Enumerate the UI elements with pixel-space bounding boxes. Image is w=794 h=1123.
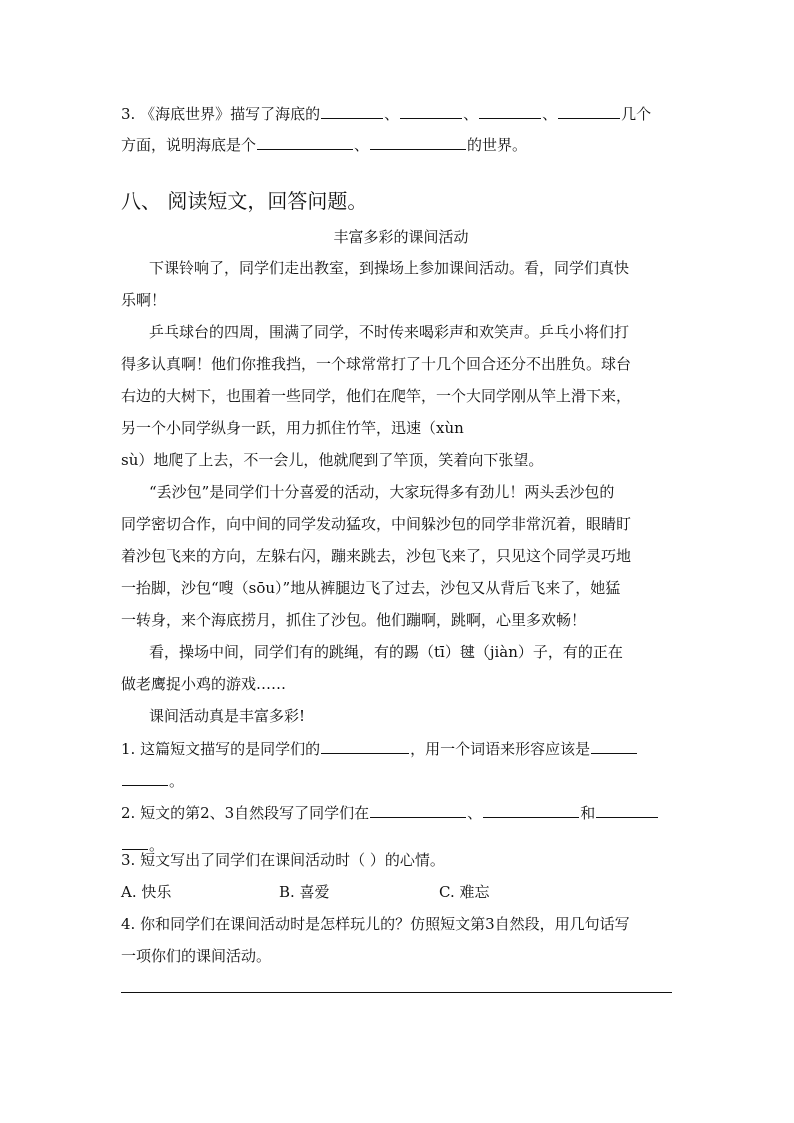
para3-line: 一转身，来个海底捞月，抓住了沙包。他们蹦啊，跳啊，心里多欢畅！ [121, 611, 587, 629]
question-2: 2. 短文的第2、3自然段写了同学们在 、 和 [121, 802, 681, 823]
question-3: 3. 短文写出了同学们在课间活动时（ ）的心情。 [121, 851, 445, 869]
para5-line: 课间活动真是丰富多彩! [149, 707, 306, 725]
answer-blank[interactable] [321, 738, 409, 754]
para1-line: 下课铃响了，同学们走出教室，到操场上参加课间活动。看，同学们真快 [149, 259, 630, 277]
answer-blank[interactable] [257, 134, 353, 150]
para3-line: 着沙包飞来的方向，左躲右闪，蹦来跳去，沙包飞来了，只见这个同学灵巧地 [121, 547, 632, 565]
answer-blank[interactable] [483, 802, 579, 818]
question-4-cont: 一项你们的课间活动。 [121, 947, 272, 965]
answer-blank[interactable] [558, 103, 620, 119]
answer-blank[interactable] [122, 834, 148, 850]
option-b[interactable]: B. 喜爱 [279, 883, 330, 901]
question-1: 1. 这篇短文描写的是同学们的 ，用一个词语来形容应该是 [121, 738, 681, 759]
answer-blank[interactable] [400, 103, 462, 119]
para2-line: sù）地爬了上去，不一会儿，他就爬到了竿顶，笑着向下张望。 [121, 451, 544, 469]
answer-blank[interactable] [122, 770, 168, 786]
answer-blank[interactable] [370, 134, 466, 150]
answer-blank[interactable] [596, 802, 658, 818]
para2-line: 另一个小同学纵身一跃，用力抓住竹竿，迅速（xùn [121, 419, 464, 437]
question-4: 4. 你和同学们在课间活动时是怎样玩儿的？仿照短文第3自然段，用几句话写 [121, 915, 630, 933]
option-a[interactable]: A. 快乐 [121, 883, 172, 901]
question-2-cont: 。 [121, 834, 681, 855]
para2-line: 得多认真啊！他们你推我挡，一个球常常打了十几个回合还分不出胜负。球台 [121, 355, 632, 373]
answer-blank[interactable] [370, 802, 466, 818]
answer-writing-line[interactable] [121, 992, 672, 993]
answer-blank[interactable] [321, 103, 383, 119]
option-c[interactable]: C. 难忘 [439, 883, 490, 901]
passage-title: 丰富多彩的课间活动 [333, 228, 469, 246]
answer-blank[interactable] [591, 738, 637, 754]
answer-blank[interactable] [479, 103, 541, 119]
question-3-options [121, 882, 681, 902]
para2-line: 右边的大树下，也围着一些同学，他们在爬竿，一个大同学刚从竿上滑下来， [121, 387, 632, 405]
q3-prev-line2: 方面，说明海底是个 、 的世界。 [121, 136, 528, 154]
para2-line: 乒乓球台的四周，围满了同学，不时传来喝彩声和欢笑声。乒乓小将们打 [149, 323, 630, 341]
para4-line: 做老鹰捉小鸡的游戏…… [121, 675, 287, 693]
section-heading: 八、 阅读短文，回答问题。 [121, 189, 368, 213]
para4-line: 看，操场中间，同学们有的跳绳，有的踢（tī）毽（jiàn）子，有的正在 [149, 643, 623, 661]
para1-line: 乐啊！ [121, 291, 167, 309]
para3-line: “丢沙包”是同学们十分喜爱的活动，大家玩得多有劲儿！两头丢沙包的 [149, 483, 615, 501]
para3-line: 同学密切合作，向中间的同学发动猛攻，中间躲沙包的同学非常沉着，眼睛盯 [121, 515, 632, 533]
question-1-cont: 。 [121, 770, 681, 791]
q3-prev-line1: 3. 《海底世界》描写了海底的 、 、 、 几个 [121, 105, 652, 123]
para3-line: 一抬脚，沙包“嗖（sōu）”地从裤腿边飞了过去，沙包又从背后飞来了，她猛 [121, 579, 621, 597]
